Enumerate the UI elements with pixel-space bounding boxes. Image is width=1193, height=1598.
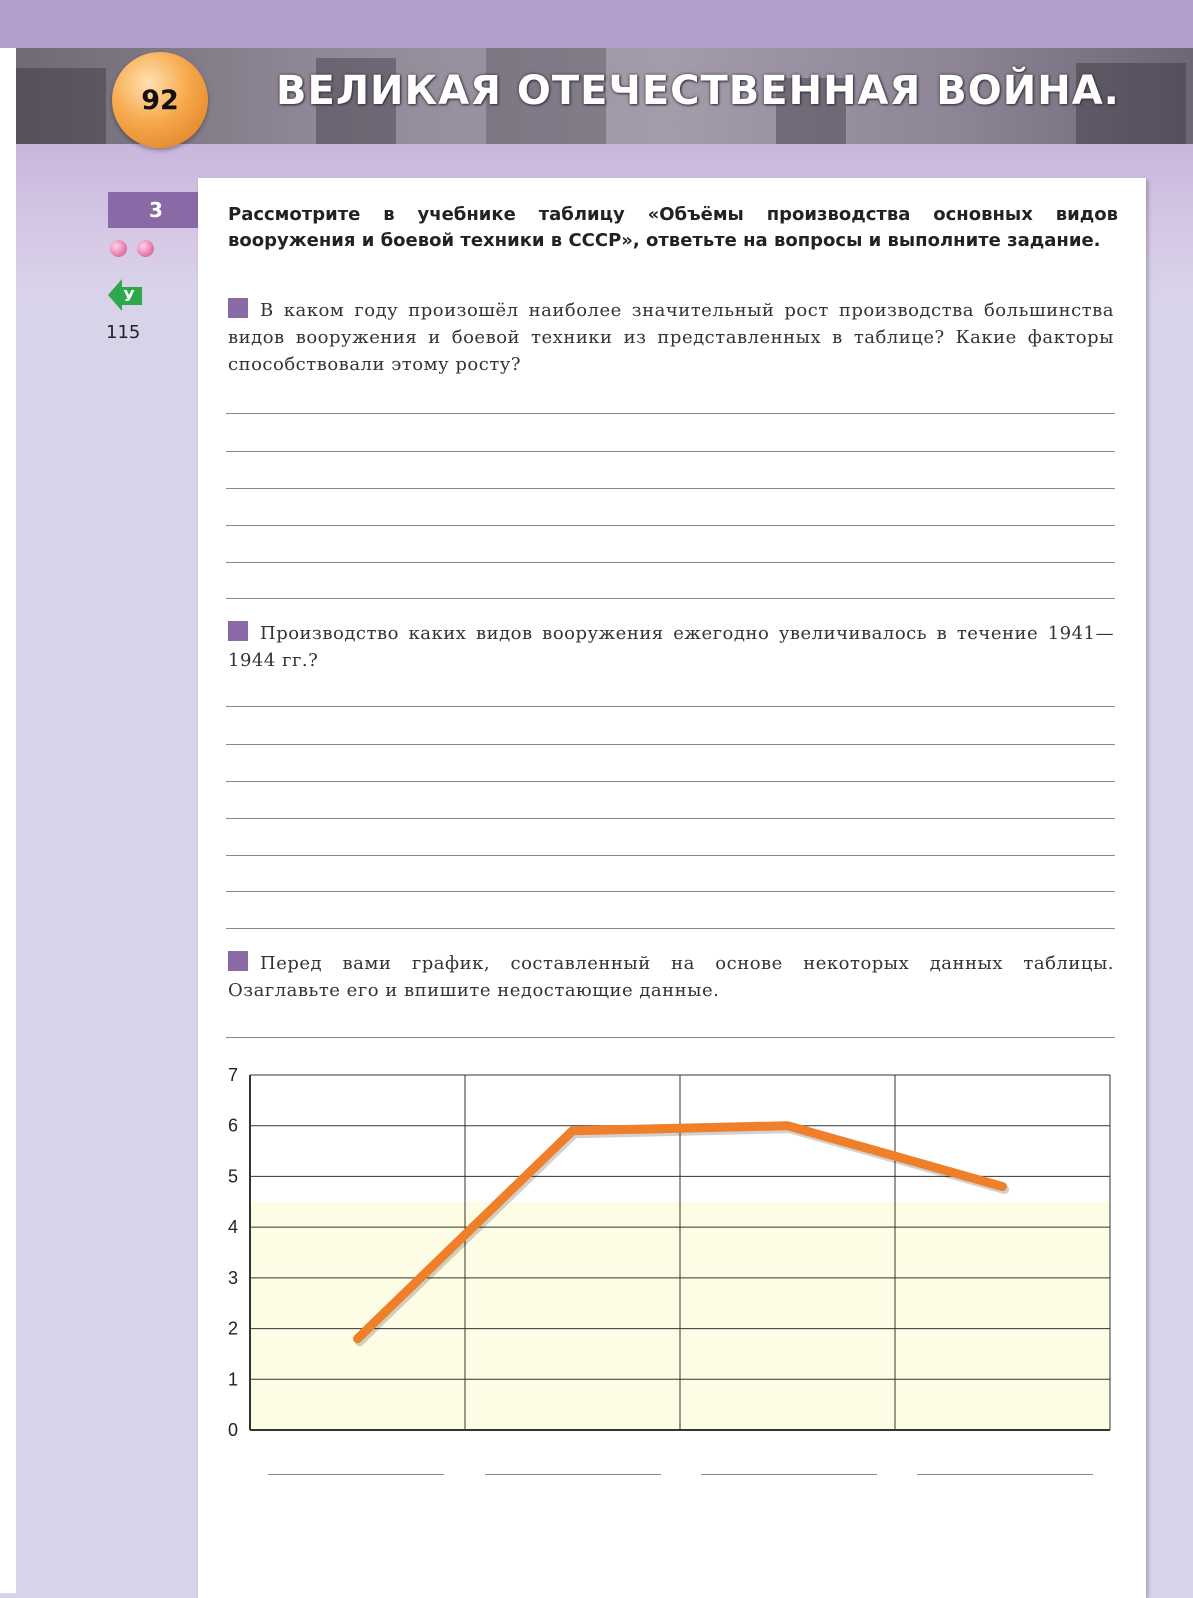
page-number: 92 <box>141 84 179 116</box>
question-marker-icon <box>228 621 248 641</box>
textbook-page-ref: 115 <box>106 322 141 343</box>
answer-line[interactable] <box>226 451 1115 452</box>
y-tick-label: 7 <box>227 1065 239 1085</box>
x-label-answer-line[interactable] <box>917 1474 1093 1475</box>
question-1 <box>228 297 1114 378</box>
task-intro: Рассмотрите в учебнике таблицу «Объёмы производства основных видов вооружения и боевой техники в СССР», ответьте на вопросы и выполните задание. <box>228 204 1118 251</box>
answer-line[interactable] <box>226 706 1115 707</box>
answer-line[interactable] <box>226 413 1115 414</box>
chapter-title: ВЕЛИКАЯ ОТЕЧЕСТВЕННАЯ ВОЙНА. <box>276 68 1120 114</box>
question-marker-icon <box>228 951 248 971</box>
question-3-text: Перед вами график, составленный на основе некоторых данных таблицы. Озаглавьте его и впишите недостающие данные. <box>228 953 1114 1001</box>
x-label-answer-line[interactable] <box>485 1474 661 1475</box>
page-number-badge <box>112 52 208 148</box>
answer-line[interactable] <box>226 525 1115 526</box>
question-2 <box>228 620 1114 674</box>
data-point <box>787 1125 789 1127</box>
y-tick-label: 6 <box>227 1115 239 1136</box>
textbook-reference-icon <box>108 277 144 313</box>
task-number: 3 <box>149 198 163 222</box>
line-chart <box>215 1055 1115 1455</box>
answer-line[interactable] <box>226 781 1115 782</box>
y-tick-label: 5 <box>227 1166 239 1187</box>
left-margin-strip <box>0 48 16 1593</box>
difficulty-dot-icon <box>110 240 127 257</box>
answer-line[interactable] <box>226 855 1115 856</box>
difficulty-dot-icon <box>137 240 154 257</box>
x-label-answer-line[interactable] <box>268 1474 444 1475</box>
data-point <box>1002 1186 1004 1188</box>
y-tick-label: 2 <box>227 1318 239 1339</box>
answer-line[interactable] <box>226 744 1115 745</box>
top-strip <box>0 0 1193 48</box>
textbook-icon-letter: У <box>123 287 135 305</box>
answer-line[interactable] <box>226 928 1115 929</box>
data-point <box>357 1338 359 1340</box>
answer-line[interactable] <box>226 562 1115 563</box>
task-number-badge <box>108 192 204 228</box>
question-marker-icon <box>228 298 248 318</box>
answer-line[interactable] <box>226 598 1115 599</box>
y-tick-label: 4 <box>227 1217 239 1238</box>
question-2-text: Производство каких видов вооружения ежегодно увеличивалось в течение 1941—1944 гг.? <box>228 623 1114 671</box>
answer-line[interactable] <box>226 891 1115 892</box>
data-point <box>572 1130 574 1132</box>
y-tick-label: 3 <box>227 1267 239 1288</box>
answer-line[interactable] <box>226 818 1115 819</box>
chart-title-answer-line[interactable] <box>226 1037 1115 1038</box>
y-tick-label: 1 <box>227 1369 239 1390</box>
y-tick-label: 0 <box>227 1420 239 1440</box>
x-label-answer-line[interactable] <box>701 1474 877 1475</box>
question-1-text: В каком году произошёл наиболее значительный рост производства большинства видов вооружения и боевой техники из представленных в таблице? Какие факторы способствовали этому росту? <box>228 300 1114 375</box>
answer-line[interactable] <box>226 488 1115 489</box>
question-3 <box>228 950 1114 1004</box>
